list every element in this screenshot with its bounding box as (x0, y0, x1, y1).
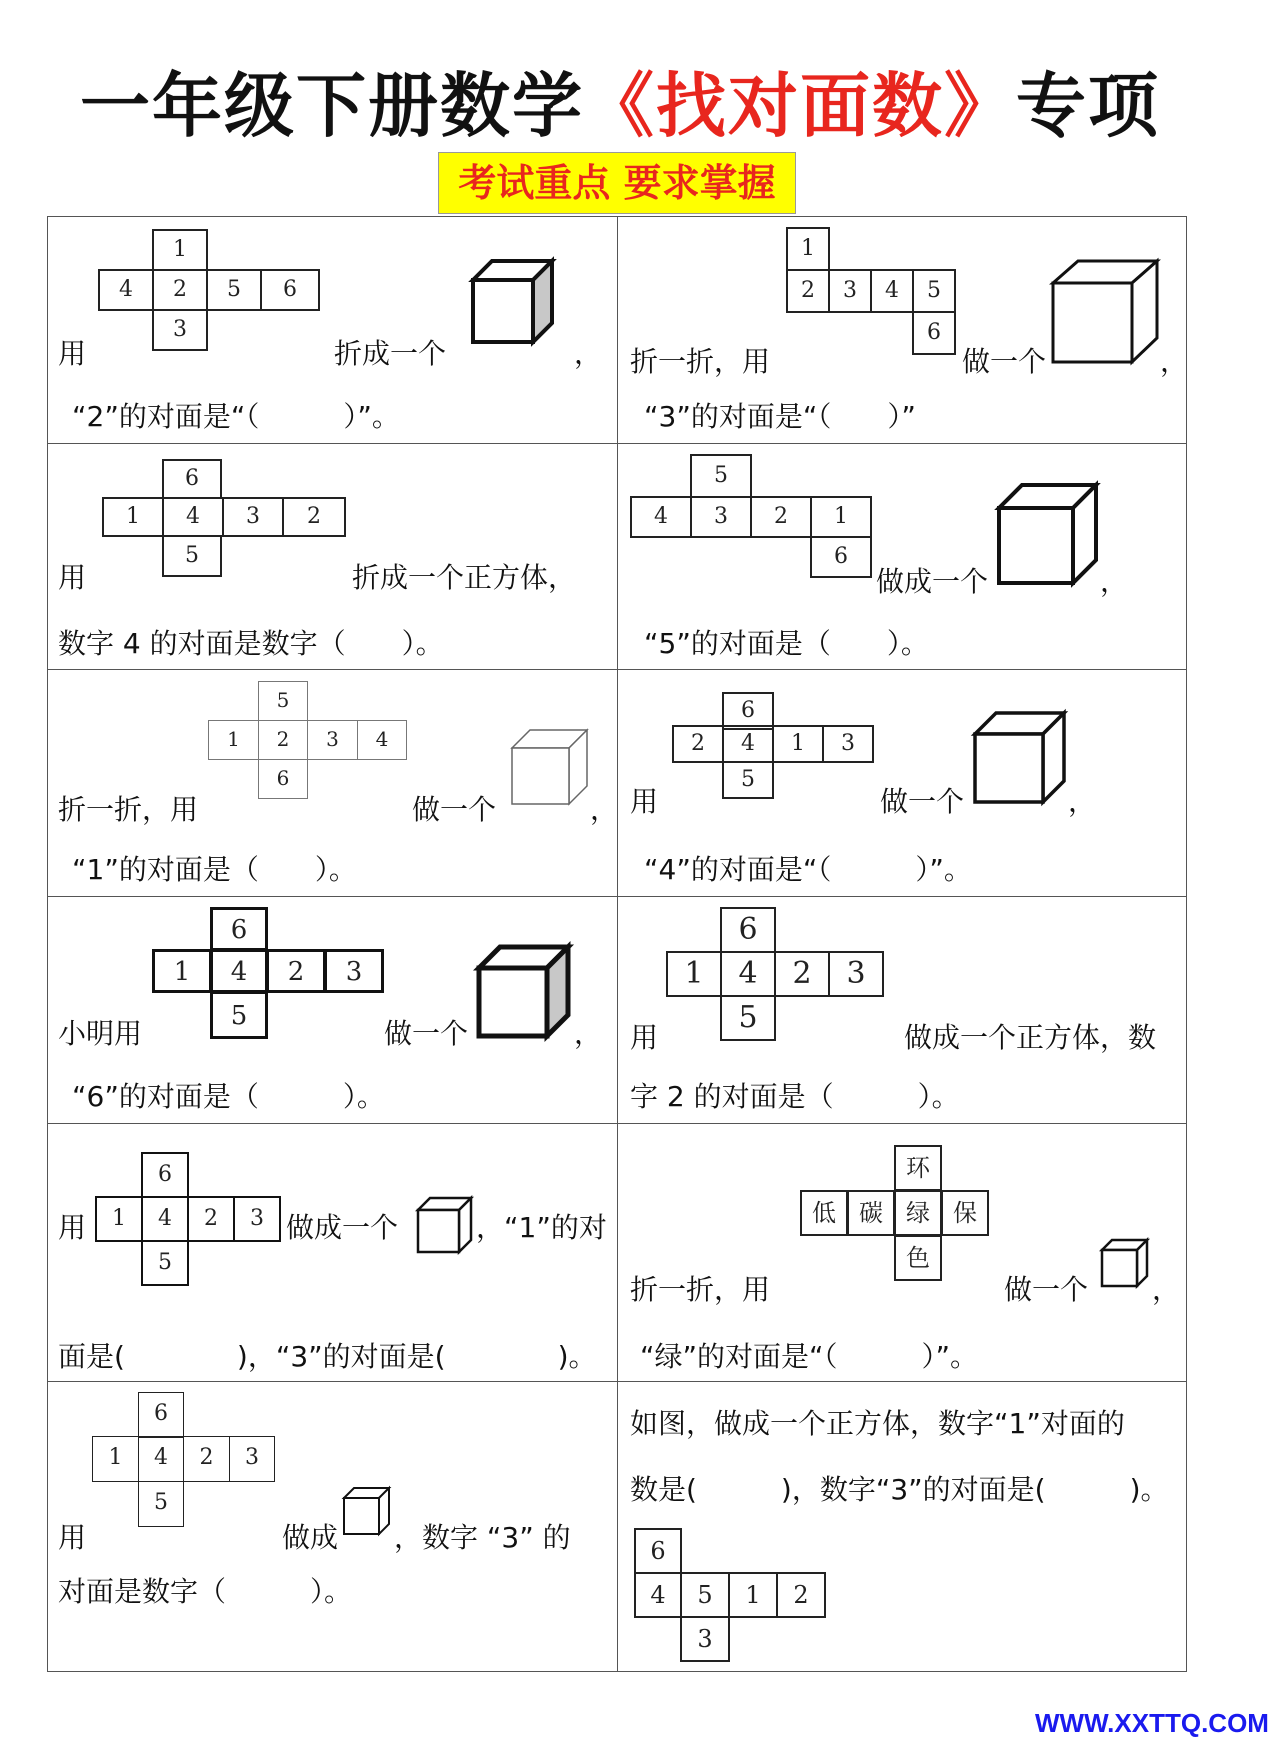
question-text: ， (1152, 1273, 1181, 1306)
net-face: 6 (138, 1392, 184, 1438)
question-text: 折一折，用 (630, 345, 771, 378)
net-face: 2 (282, 497, 346, 537)
title-highlight: 《找对面数》 (584, 64, 1016, 147)
question-text: 做一个 (412, 793, 497, 826)
net-face: 5 (722, 761, 774, 799)
net-face: 1 (152, 229, 208, 271)
net-face: 绿 (894, 1190, 942, 1236)
question-text: 做一个 (880, 785, 965, 818)
question-text: 用 (630, 1021, 659, 1054)
net-face: 5 (141, 1240, 189, 1286)
net-face: 4 (357, 720, 407, 760)
cube-icon (996, 482, 1100, 586)
cube-icon (510, 728, 590, 806)
cube-icon (972, 710, 1068, 806)
net-face: 4 (98, 269, 154, 311)
question-text: 折成一个正方体， (352, 561, 577, 594)
net-face: 4 (630, 496, 692, 538)
net-face: 6 (258, 759, 308, 799)
site-watermark: WWW.XXTTQ.COM (1035, 1708, 1269, 1738)
question-text: ， (574, 337, 603, 370)
net-face: 5 (138, 1481, 184, 1527)
net-face: 4 (210, 949, 268, 993)
question-text: ，“1”的对 (476, 1211, 607, 1244)
question-text: 做一个 (962, 345, 1047, 378)
net-face: 2 (774, 951, 830, 997)
question-text: 做成一个 (286, 1211, 399, 1244)
net-face: 1 (208, 720, 259, 760)
net-face: 6 (722, 692, 774, 730)
title-part3: 专项 (1016, 64, 1160, 147)
net-face: 6 (141, 1152, 189, 1198)
cube-icon (342, 1486, 392, 1536)
net-face: 3 (822, 725, 874, 763)
net-face: 4 (870, 269, 914, 313)
net-face: 2 (750, 496, 812, 538)
net-face: 3 (324, 949, 384, 993)
subtitle-banner: 考试重点 要求掌握 (438, 152, 796, 214)
net-face: 1 (666, 951, 722, 997)
title-part1: 一年级下册数学 (80, 64, 584, 147)
question-text: 小明用 (58, 1017, 143, 1050)
net-face: 3 (680, 1616, 730, 1662)
net-face: 2 (152, 269, 208, 311)
question-text: 用 (58, 337, 87, 370)
cube-icon (1100, 1238, 1150, 1288)
page-title (0, 50, 1240, 151)
question-text: 折成一个 (334, 337, 447, 370)
net-face: 1 (772, 725, 824, 763)
cube-icon (416, 1196, 474, 1254)
net-face: 6 (260, 269, 320, 311)
net-face: 3 (828, 269, 872, 313)
question-text: 如图，做成一个正方体，数字“1”对面的 (630, 1407, 1125, 1440)
question-text: ， (1068, 785, 1097, 818)
net-face: 4 (138, 1436, 184, 1482)
net-face: 6 (162, 459, 222, 499)
net-face: 1 (102, 497, 164, 537)
net-face: 4 (634, 1572, 682, 1618)
net-face: 2 (183, 1436, 230, 1482)
net-face: 1 (92, 1436, 139, 1482)
net-face: 2 (776, 1572, 826, 1618)
net-face: 6 (210, 907, 268, 951)
net-face: 色 (894, 1235, 942, 1281)
net-face: 3 (229, 1436, 275, 1482)
net-face: 5 (206, 269, 262, 311)
question-answer-line: “3”的对面是“（ ）” (644, 400, 916, 433)
question-text: 做成一个 (876, 565, 989, 598)
net-face: 5 (720, 995, 776, 1041)
question-answer-line: 数字 4 的对面是数字（ ）。 (58, 627, 444, 660)
question-answer-line: 面是( )，“3”的对面是( )。 (58, 1340, 597, 1373)
grid-divider (47, 896, 1187, 897)
grid-divider (47, 1123, 1187, 1124)
net-face: 3 (233, 1196, 281, 1242)
net-face: 5 (690, 454, 752, 498)
grid-divider (47, 669, 1187, 670)
question-answer-line: 对面是数字（ ）。 (58, 1575, 353, 1608)
question-text: ， (590, 793, 619, 826)
question-answer-line: “5”的对面是（ ）。 (644, 627, 929, 660)
net-face: 5 (912, 269, 956, 313)
net-face: 2 (258, 720, 308, 760)
net-face: 6 (810, 536, 872, 578)
question-text: 用 (630, 785, 659, 818)
net-face: 1 (786, 227, 830, 271)
question-answer-line: 数是( )，数字“3”的对面是( )。 (630, 1473, 1169, 1506)
net-face: 1 (810, 496, 872, 538)
net-face: 碳 (847, 1190, 895, 1236)
question-text: ， (574, 1017, 603, 1050)
question-answer-line: “绿”的对面是“（ ）”。 (640, 1340, 979, 1373)
question-text: ， (1160, 345, 1189, 378)
net-face: 3 (828, 951, 884, 997)
question-text: 做成 (282, 1521, 339, 1554)
question-answer-line: “2”的对面是“（ ）”。 (72, 400, 400, 433)
cube-icon (1050, 258, 1160, 366)
net-face: 5 (162, 535, 222, 577)
net-face: 保 (941, 1190, 989, 1236)
net-face: 5 (210, 991, 268, 1039)
net-face: 2 (266, 949, 326, 993)
question-text: 做一个 (384, 1017, 469, 1050)
net-face: 5 (258, 681, 308, 721)
net-face: 3 (152, 309, 208, 351)
question-answer-line: 字 2 的对面是（ ）。 (630, 1080, 960, 1113)
net-face: 3 (222, 497, 284, 537)
grid-divider (47, 1381, 1187, 1382)
question-text: ，数字 “3” 的 (394, 1521, 571, 1554)
net-face: 2 (786, 269, 830, 313)
question-text: 做一个 (1004, 1273, 1089, 1306)
question-answer-line: “4”的对面是“（ ）”。 (644, 853, 972, 886)
net-face: 1 (152, 949, 212, 993)
net-face: 环 (894, 1145, 942, 1191)
net-face: 6 (720, 907, 776, 953)
net-face: 2 (187, 1196, 235, 1242)
net-face: 1 (95, 1196, 143, 1242)
net-face: 3 (307, 720, 358, 760)
net-face: 6 (912, 311, 956, 355)
question-text: 做成一个正方体，数 (904, 1021, 1157, 1054)
net-face: 4 (141, 1196, 189, 1242)
net-face: 3 (690, 496, 752, 538)
grid-divider-vertical (617, 216, 618, 1672)
net-face: 4 (722, 725, 774, 763)
net-face: 低 (800, 1190, 848, 1236)
net-face: 5 (680, 1572, 730, 1618)
net-face: 6 (634, 1528, 682, 1574)
question-text: 用 (58, 561, 87, 594)
net-face: 4 (162, 497, 224, 537)
net-face: 4 (720, 951, 776, 997)
cube-icon (476, 944, 572, 1040)
question-answer-line: “6”的对面是（ ）。 (72, 1080, 385, 1113)
question-answer-line: “1”的对面是（ ）。 (72, 853, 357, 886)
grid-divider (47, 443, 1187, 444)
net-face: 2 (672, 725, 724, 763)
question-text: 折一折，用 (58, 793, 199, 826)
question-text: ， (1100, 565, 1129, 598)
net-face: 1 (728, 1572, 778, 1618)
question-text: 用 (58, 1211, 87, 1244)
question-text: 折一折，用 (630, 1273, 771, 1306)
question-text: 用 (58, 1521, 87, 1554)
cube-icon (470, 258, 556, 344)
